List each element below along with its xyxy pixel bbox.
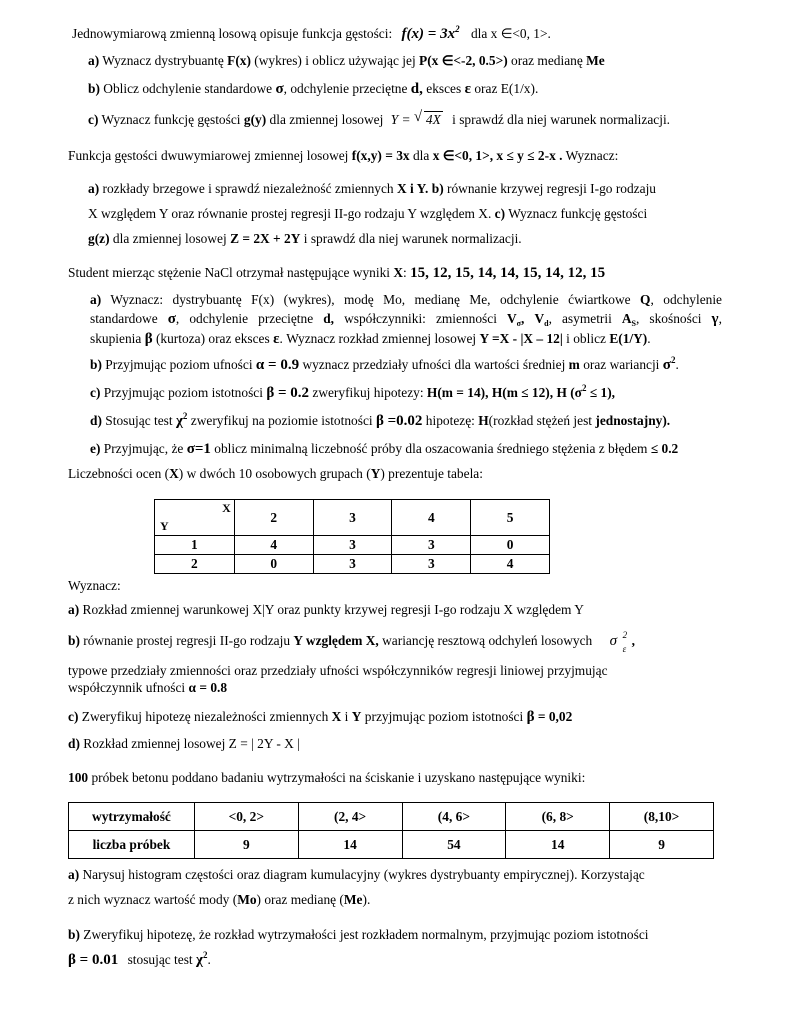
- task1-y-formula: Y = √ 4X: [390, 109, 441, 127]
- grades-table: [154, 499, 550, 574]
- task5-intro: 100 próbek betonu poddano badaniu wytrzymałości na ściskanie i uzyskano następujące wyniki:: [68, 770, 586, 785]
- task3-part-d: d) Stosując test $\chi^2$ zweryfikuj na poziomie istotności β =0.02 hipotezę: H(rozkład stężeń jest jednostajny).: [90, 411, 671, 429]
- task2-intro: Funkcja gęstości dwuwymiarowej zmiennej losowej f(x,y) = 3x dla x ∈<0, 1>, x ≤ y ≤ 2-x . Wyznacz:: [68, 148, 619, 163]
- task4-intro: Liczebności ocen (X) w dwóch 10 osobowych grupach (Y) prezentuje tabela:: [68, 466, 483, 481]
- task4-part-b: b) równanie prostej regresji II-go rodzaju Y względem X, wariancję resztową odchyleń losowych σ 2 ε ,: [68, 630, 635, 654]
- grades-table-header: [155, 500, 550, 536]
- task3-part-a-line2: standardowe σ, odchylenie przeciętne d, współczynniki: zmienności $V_\sigma$, $V_d$, asymetrii $A_S$, skośności γ,: [90, 311, 722, 328]
- task5-part-a-line2: z nich wyznacz wartość mody (Mo) oraz medianę (Me).: [68, 892, 371, 907]
- task1-part-c: c) Wyznacz funkcję gęstości g(y) dla zmiennej losowej Y = √ 4X i sprawdź dla niej warunek normalizacji.: [88, 109, 671, 127]
- col-header: 4: [392, 500, 471, 536]
- task3-results: 15, 12, 15, 14, 14, 15, 14, 12, 15: [410, 265, 606, 281]
- table-row: 2 0 3 3 4: [155, 555, 550, 574]
- task4-part-c: c) Zweryfikuj hipotezę niezależności zmiennych X i Y przyjmując poziom istotności β = 0,02: [68, 709, 573, 725]
- task1-intro-line: [72, 25, 551, 43]
- col-header: 5: [471, 500, 550, 536]
- task5-part-a-line1: a) Narysuj histogram częstości oraz diagram kumulacyjny (wykres dystrybuanty empirycznej). Korzystając: [68, 867, 645, 882]
- residual-variance-symbol: σ 2 ε: [609, 630, 628, 654]
- task1-intro: Jednowymiarową zmienną losową opisuje funkcja gęstości:: [72, 26, 393, 41]
- task4-wyznacz: Wyznacz:: [68, 578, 121, 593]
- task5-part-b-line2: β = 0.01 stosując test $\chi^2$.: [68, 950, 211, 968]
- task4-part-d: d) Rozkład zmiennej losowej Z = | 2Y - X |: [68, 736, 300, 751]
- task3-part-a-line3: skupienia β (kurtoza) oraz eksces ε. Wyznacz rozkład zmiennej losowej Y =X - |X – 12| i oblicz E(1/Y).: [90, 331, 651, 347]
- task5-part-b-line1: b) Zweryfikuj hipotezę, że rozkład wytrzymałości jest rozkładem normalnym, przyjmując poziom istotności: [68, 927, 649, 942]
- table-row: liczba próbek 9 14 54 14 9: [69, 831, 714, 859]
- concrete-strength-table: [68, 802, 714, 859]
- task1-part-a: a) Wyznacz dystrybuantę F(x) (wykres) i oblicz używając jej P(x ∈<-2, 0.5>) oraz medianę Me: [88, 53, 605, 68]
- task1-range: dla x ∈<0, 1>.: [470, 26, 551, 41]
- task2-line-3: g(z) dla zmiennej losowej Z = 2X + 2Y i sprawdź dla niej warunek normalizacji.: [88, 231, 522, 246]
- task1-part-b: b) Oblicz odchylenie standardowe σ, odchylenie przeciętne d, eksces ε oraz E(1/x).: [88, 81, 539, 97]
- table-row: wytrzymałość <0, 2> (2, 4> (4, 6> (6, 8> (8,10>: [69, 803, 714, 831]
- task4-part-b-line3: współczynnik ufności α = 0.8: [68, 680, 228, 695]
- task3-part-a-line1: a) Wyznacz: dystrybuantę F(x) (wykres), modę Mo, medianę Me, odchylenie ćwiartkowe Q, odchylenie: [90, 292, 722, 307]
- task2-line-a: a) rozkłady brzegowe i sprawdź niezależność zmiennych X i Y. b) równanie krzywej regresji I-go rodzaju: [88, 181, 656, 196]
- task2-line-2: X względem Y oraz równanie prostej regresji II-go rodzaju Y względem X. c) Wyznacz funkcję gęstości: [88, 206, 648, 221]
- task3-part-b: b) Przyjmując poziom ufności α = 0.9 wyznacz przedziały ufności dla wartości średniej m oraz wariancji $\sigma^2$.: [90, 355, 679, 373]
- col-header: 3: [313, 500, 392, 536]
- task1-density-formula: $f(x) = 3x^2$: [401, 24, 460, 42]
- task3-part-e: e) Przyjmując, że σ=1 oblicz minimalną liczebność próby dla oszacowania średniego stężenia z błędem ≤ 0.2: [90, 441, 679, 457]
- task3-intro: Student mierząc stężenie NaCl otrzymał następujące wyniki X: 15, 12, 15, 14, 14, 15, 14, 12, 15: [68, 265, 606, 281]
- table-corner-cell: X Y: [155, 500, 235, 536]
- task4-part-b-line2: typowe przedziały zmienności oraz przedziały ufności współczynników regresji liniowej przyjmując: [68, 663, 608, 678]
- task3-part-c: c) Przyjmując poziom istotności β = 0.2 zweryfikuj hipotezy: H(m = 14), H(m ≤ 12), H $(\sigma^2 \le 1)$,: [90, 383, 616, 401]
- col-header: 2: [234, 500, 313, 536]
- task4-part-a: a) Rozkład zmiennej warunkowej X|Y oraz punkty krzywej regresji I-go rodzaju X względem Y: [68, 602, 584, 617]
- table-row: 1 4 3 3 0: [155, 536, 550, 555]
